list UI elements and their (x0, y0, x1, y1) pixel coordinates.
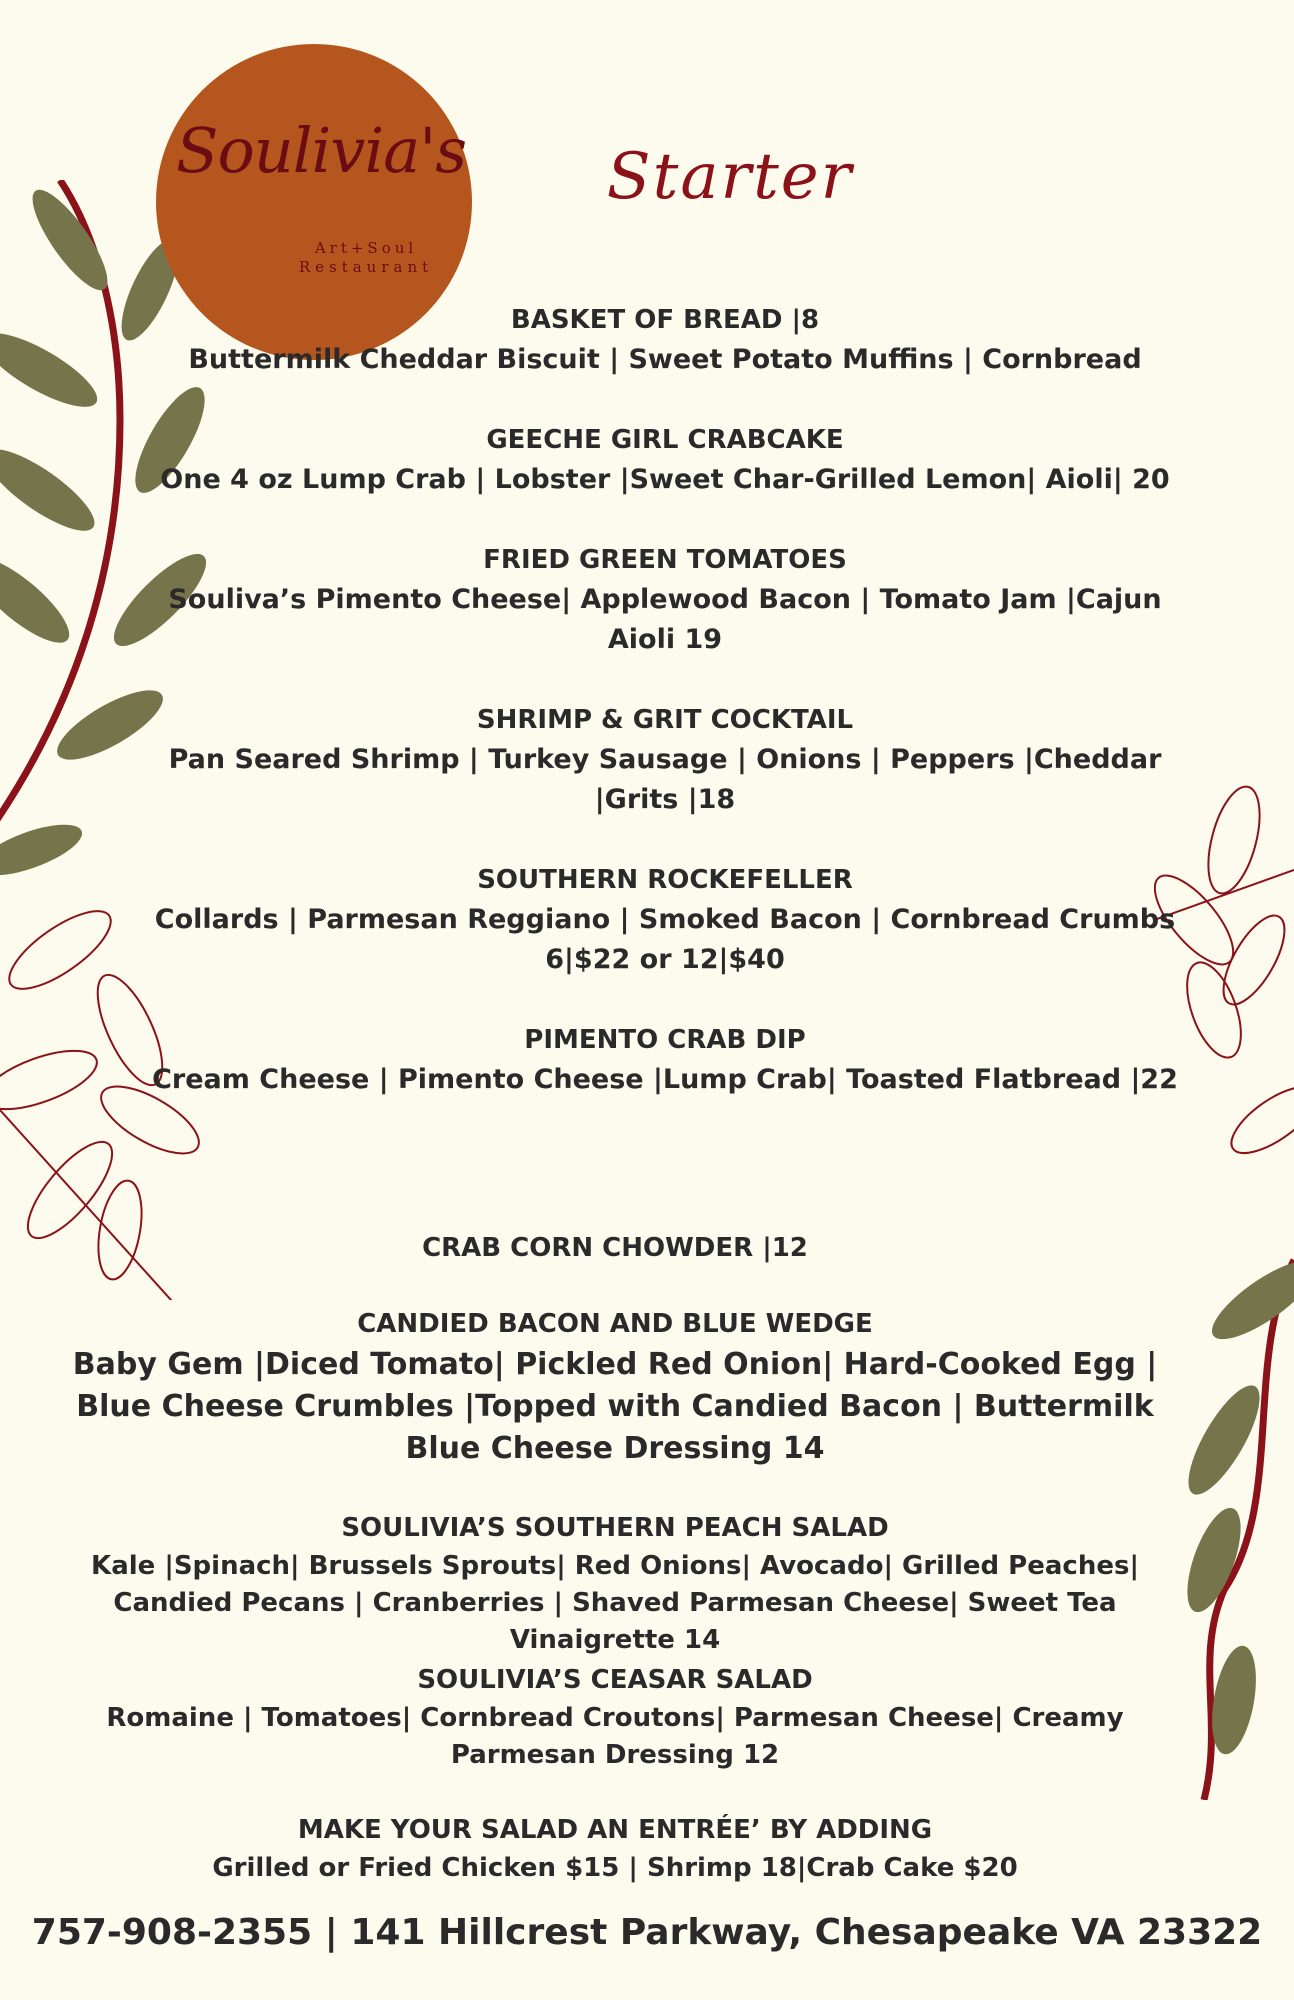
item-desc: Souliva’s Pimento Cheese| Applewood Bacon | Tomato Jam |Cajun Aioli 19 (168, 584, 1162, 655)
menu-item-add-protein (40, 1810, 1190, 1887)
item-title: MAKE YOUR SALAD AN ENTRÉE’ BY ADDING (297, 1815, 933, 1845)
item-title: BASKET OF BREAD |8 (510, 305, 820, 335)
item-title: SOULIVIA’S SOUTHERN PEACH SALAD (341, 1513, 889, 1543)
logo-line2: Restaurant (298, 258, 434, 276)
logo-line1: Art+Soul (314, 239, 418, 257)
menu-item-rockefeller (90, 860, 1240, 980)
item-desc: Pan Seared Shrimp | Turkey Sausage | Onions | Peppers |Cheddar |Grits |18 (168, 744, 1162, 815)
item-desc: Buttermilk Cheddar Biscuit | Sweet Potato Muffins | Cornbread (188, 344, 1142, 375)
section-heading: Starter (606, 140, 854, 214)
item-desc: One 4 oz Lump Crab | Lobster |Sweet Char-Grilled Lemon| Aioli| 20 (160, 464, 1170, 495)
item-title: CANDIED BACON AND BLUE WEDGE (357, 1309, 873, 1339)
menu-item-crabcake (90, 420, 1240, 500)
item-title: FRIED GREEN TOMATOES (483, 545, 847, 575)
item-title: SHRIMP & GRIT COCKTAIL (476, 705, 854, 735)
logo-script: Soulivia's (176, 114, 467, 187)
item-title: SOUTHERN ROCKEFELLER (477, 865, 853, 895)
menu-item-tomatoes (90, 540, 1240, 660)
menu-item-peach-salad (40, 1508, 1190, 1659)
menu-item-caesar (40, 1660, 1190, 1774)
menu-item-shrimp (90, 700, 1240, 820)
item-desc: Collards | Parmesan Reggiano | Smoked Bacon | Cornbread Crumbs 6|$22 or 12|$40 (154, 904, 1176, 975)
item-title: PIMENTO CRAB DIP (524, 1025, 806, 1055)
contact-footer: 757-908-2355 | 141 Hillcrest Parkway, Chesapeake VA 23322 (31, 1912, 1263, 1953)
item-desc: Baby Gem |Diced Tomato| Pickled Red Onion| Hard-Cooked Egg | Blue Cheese Crumbles |Topped with Candied Bacon | Buttermilk Blue Cheese Dressing 14 (72, 1347, 1158, 1466)
menu-item-bread (90, 300, 1240, 380)
item-title: CRAB CORN CHOWDER |12 (422, 1233, 808, 1263)
item-desc: Romaine | Tomatoes| Cornbread Croutons| Parmesan Cheese| Creamy Parmesan Dressing 12 (106, 1703, 1124, 1770)
item-desc: Cream Cheese | Pimento Cheese |Lump Crab| Toasted Flatbread |22 (152, 1064, 1178, 1095)
item-title: SOULIVIA’S CEASAR SALAD (417, 1665, 813, 1695)
item-desc: Kale |Spinach| Brussels Sprouts| Red Onions| Avocado| Grilled Peaches| Candied Pecans | Cranberries | Shaved Parmesan Cheese| Sweet Tea Vinaigrette 14 (91, 1551, 1139, 1655)
leaf-outline-right (1154, 780, 1294, 1200)
menu-item-chowder (40, 1228, 1190, 1268)
leaf-branch-right-bottom (1184, 1240, 1294, 1800)
item-title: GEECHE GIRL CRABCAKE (486, 425, 844, 455)
menu-item-wedge (40, 1304, 1190, 1470)
menu-item-crab-dip (90, 1020, 1240, 1100)
item-desc: Grilled or Fried Chicken $15 | Shrimp 18|Crab Cake $20 (212, 1853, 1018, 1883)
